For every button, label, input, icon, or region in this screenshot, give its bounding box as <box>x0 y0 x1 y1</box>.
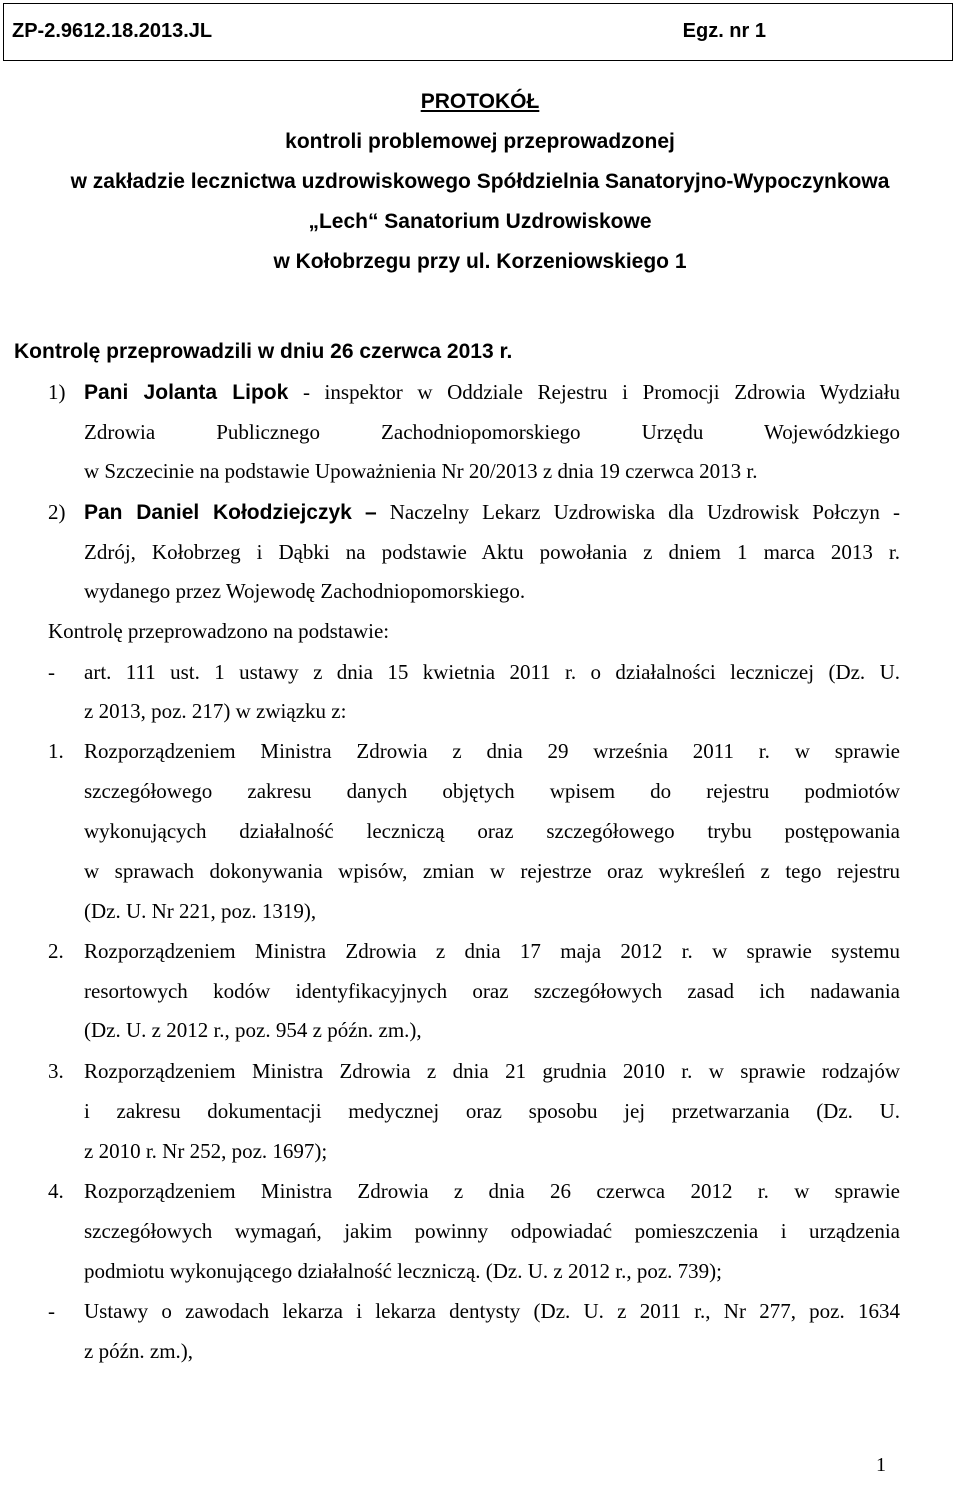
copy-number: Egz. nr 1 <box>682 20 766 42</box>
regulation-1-number: 1. <box>48 739 64 763</box>
inspector-1-number: 1) <box>48 380 66 404</box>
bullet-1-mark: - <box>48 660 55 684</box>
regulation-2-line-3: (Dz. U. z 2012 r., poz. 954 z późn. zm.), <box>84 1018 422 1042</box>
regulation-3-number: 3. <box>48 1059 64 1083</box>
inspector-1-line-3: w Szczecinie na podstawie Upoważnienia Nr 20/2013 z dnia 19 czerwca 2013 r. <box>84 459 758 483</box>
regulation-3-line-1: Rozporządzeniem Ministra Zdrowia z dnia 21 grudnia 2010 r. w sprawie rodzajów <box>84 1059 900 1083</box>
bullet-2-line-1: Ustawy o zawodach lekarza i lekarza dentysty (Dz. U. z 2011 r., Nr 277, poz. 1634 <box>84 1299 900 1323</box>
bullet-2-line-2: z późn. zm.), <box>84 1339 194 1363</box>
regulation-1-line-5: (Dz. U. Nr 221, poz. 1319), <box>84 899 317 923</box>
regulation-1-line-1: Rozporządzeniem Ministra Zdrowia z dnia 29 września 2011 r. w sprawie <box>84 739 900 763</box>
inspector-1-line-2: Zdrowia Publicznego Zachodniopomorskiego Urzędu Wojewódzkiego <box>84 420 900 444</box>
legal-basis-heading: Kontrolę przeprowadzono na podstawie: <box>48 619 390 643</box>
inspector-2-number: 2) <box>48 500 66 524</box>
regulation-4-line-2: szczegółowych wymagań, jakim powinny odpowiadać pomieszczenia i urządzenia <box>84 1219 900 1243</box>
regulation-1-line-2: szczegółowego zakresu danych objętych wpisem do rejestru podmiotów <box>84 779 900 803</box>
inspector-1-line-1: Pani Jolanta Lipok - inspektor w Oddziale Rejestru i Promocji Zdrowia Wydziału <box>84 380 901 404</box>
regulation-4-line-3: podmiotu wykonującego działalność leczniczą. (Dz. U. z 2012 r., poz. 739); <box>84 1259 722 1283</box>
document-header-box <box>3 3 953 61</box>
protocol-title: PROTOKÓŁ <box>420 90 540 113</box>
inspector-1-name: Pani Jolanta Lipok <box>84 381 289 404</box>
title-line-1: kontroli problemowej przeprowadzonej <box>285 130 675 153</box>
control-date: Kontrolę przeprowadzili w dniu 26 czerwca 2013 r. <box>14 340 513 363</box>
bullet-1-line-1: art. 111 ust. 1 ustawy z dnia 15 kwietnia 2011 r. o działalności leczniczej (Dz. U. <box>84 660 900 684</box>
regulation-4-number: 4. <box>48 1179 64 1203</box>
inspector-2-line-1: Pan Daniel Kołodziejczyk – Naczelny Lekarz Uzdrowiska dla Uzdrowisk Połczyn - <box>84 500 901 524</box>
regulation-3-line-2: i zakresu dokumentacji medycznej oraz sposobu jej przetwarzania (Dz. U. <box>84 1099 900 1123</box>
title-line-2: w zakładzie lecznictwa uzdrowiskowego Spółdzielnia Sanatoryjno-Wypoczynkowa <box>70 170 890 193</box>
regulation-2-line-2: resortowych kodów identyfikacyjnych oraz szczegółowych zasad ich nadawania <box>84 979 900 1003</box>
inspector-2-name: Pan Daniel Kołodziejczyk <box>84 501 352 524</box>
regulation-1-line-3: wykonujących działalność leczniczą oraz szczegółowego trybu postępowania <box>84 819 900 843</box>
document-reference: ZP-2.9612.18.2013.JL <box>12 20 213 42</box>
regulation-4-line-1: Rozporządzeniem Ministra Zdrowia z dnia 26 czerwca 2012 r. w sprawie <box>84 1179 900 1203</box>
regulation-3-line-3: z 2010 r. Nr 252, poz. 1697); <box>84 1139 328 1163</box>
title-line-3: „Lech“ Sanatorium Uzdrowiskowe <box>308 210 652 233</box>
inspector-2-line-2: Zdrój, Kołobrzeg i Dąbki na podstawie Aktu powołania z dniem 1 marca 2013 r. <box>84 540 900 564</box>
page-number: 1 <box>876 1454 886 1476</box>
bullet-2-mark: - <box>48 1299 55 1323</box>
bullet-1-line-2: z 2013, poz. 217) w związku z: <box>84 699 347 723</box>
regulation-2-line-1: Rozporządzeniem Ministra Zdrowia z dnia 17 maja 2012 r. w sprawie systemu <box>84 939 900 963</box>
title-line-4: w Kołobrzegu przy ul. Korzeniowskiego 1 <box>273 250 687 273</box>
inspector-2-line-3: wydanego przez Wojewodę Zachodniopomorskiego. <box>84 579 526 603</box>
regulation-1-line-4: w sprawach dokonywania wpisów, zmian w rejestrze oraz wykreśleń z tego rejestru <box>84 859 900 883</box>
regulation-2-number: 2. <box>48 939 64 963</box>
